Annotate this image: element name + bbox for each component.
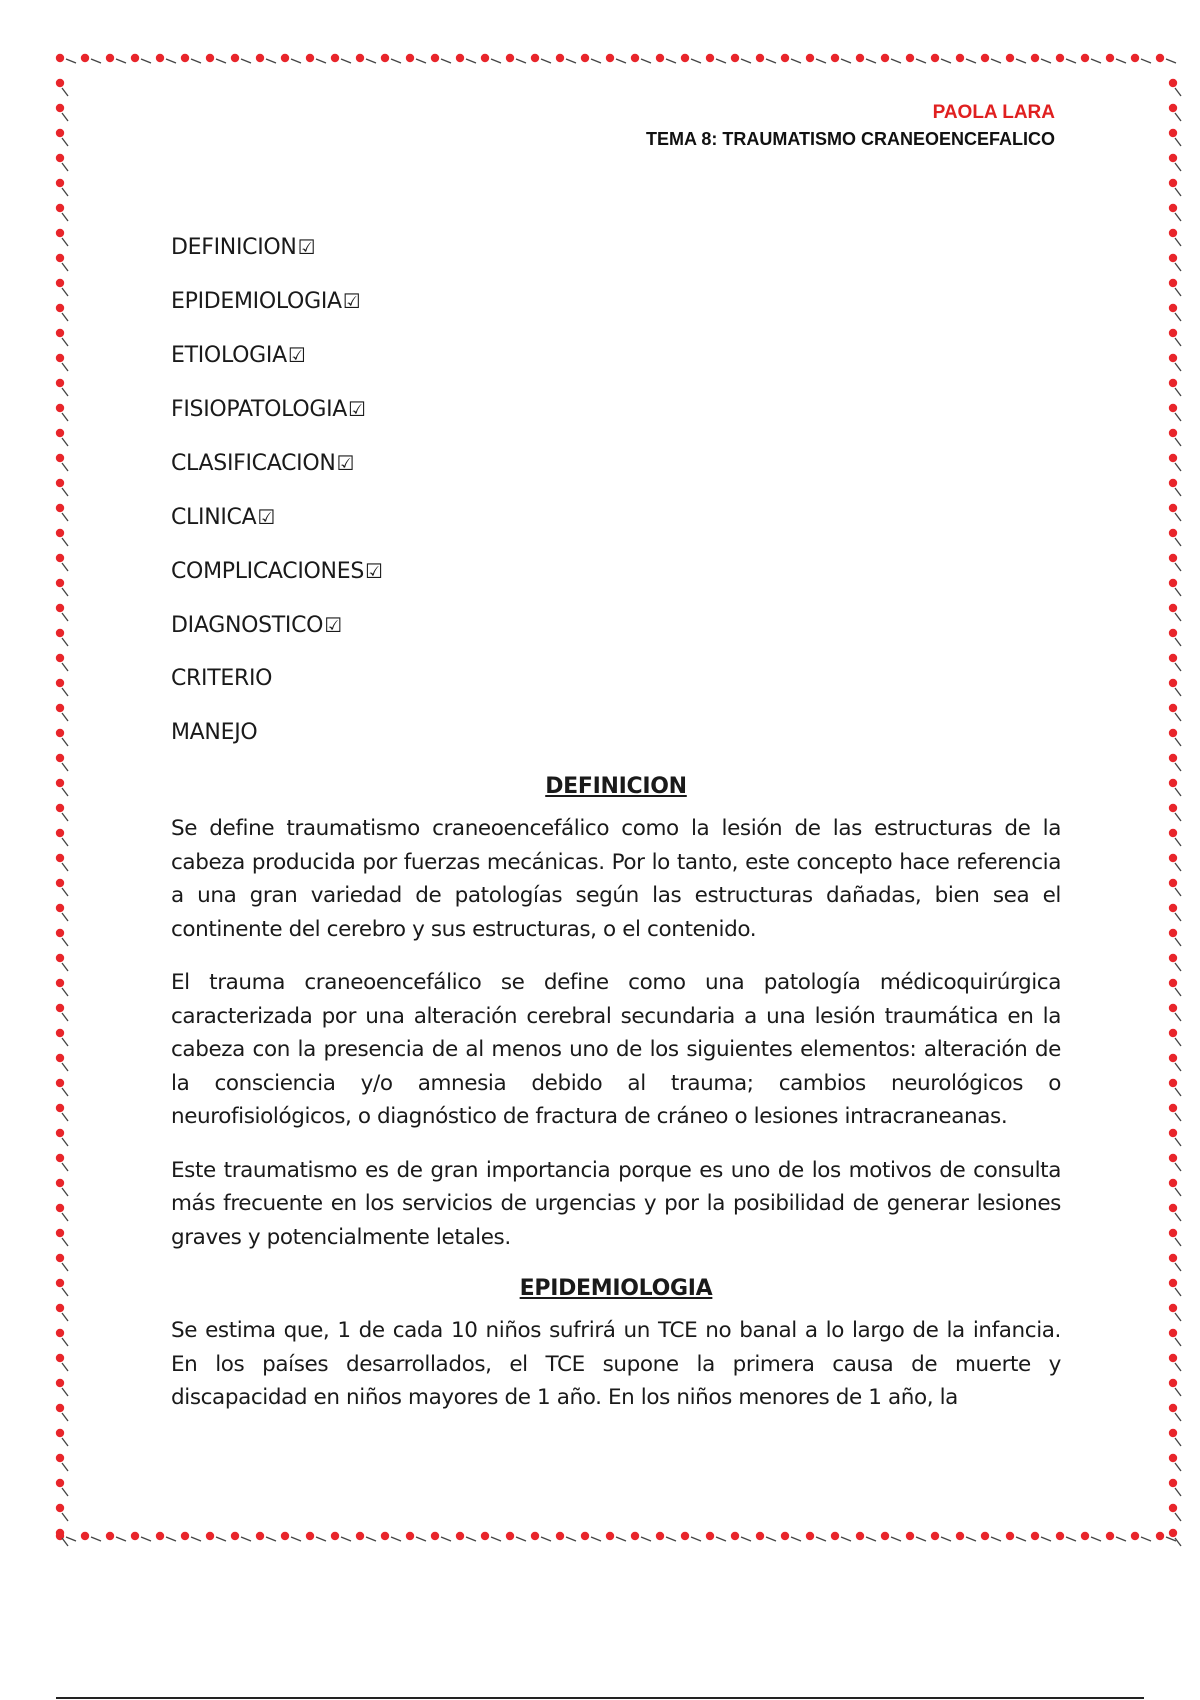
checklist-item-label: DEFINICION: [171, 235, 297, 260]
section-heading-definicion: DEFINICION: [545, 774, 687, 799]
checkbox-checked-icon: ☑: [257, 505, 276, 529]
checklist-item-label: DIAGNOSTICO: [171, 613, 324, 638]
checklist-item: [171, 718, 383, 772]
paragraph: Se define traumatismo craneoencefálico como la lesión de las estructuras de la cabeza producida por fuerzas mecánicas. Por lo tanto, este concepto hace referencia a una gran variedad de patologías según las estructuras dañadas, bien sea el continente del cerebro y sus estructuras, o el contenido.: [171, 816, 1061, 942]
checklist-item-label: CLASIFICACION: [171, 451, 336, 476]
checklist-item-label: MANEJO: [171, 720, 258, 745]
checkbox-checked-icon: ☑: [297, 235, 316, 259]
checklist-item: [171, 394, 383, 448]
paragraph: Se estima que, 1 de cada 10 niños sufrirá un TCE no banal a lo largo de la infancia. En los países desarrollados, el TCE supone la primera causa de muerte y discapacidad en niños mayores de 1 año. En los niños menores de 1 año, la: [171, 1318, 1061, 1410]
checklist-item: [171, 232, 383, 286]
checklist-item-label: COMPLICACIONES: [171, 559, 364, 584]
checklist-item: [171, 556, 383, 610]
checklist-item: [171, 448, 383, 502]
section-heading-epidemiologia: EPIDEMIOLOGIA: [519, 1276, 713, 1301]
page-header: [646, 99, 1055, 153]
checklist-item-label: CLINICA: [171, 505, 257, 530]
document-body: [171, 770, 1061, 1435]
footer-rule: [56, 1697, 1144, 1699]
checkbox-checked-icon: ☑: [287, 343, 306, 367]
checklist-item: [171, 610, 383, 664]
paragraph: El trauma craneoencefálico se define como una patología médicoquirúrgica caracterizada por una alteración cerebral secundaria a una lesión traumática en la cabeza con la presencia de al menos uno de los siguientes elementos: alteración de la consciencia y/o amnesia debido al trauma; cambios neurológicos o neurofisiológicos, o diagnóstico de fractura de cráneo o lesiones intracraneanas.: [171, 970, 1061, 1129]
topic-title: TEMA 8: TRAUMATISMO CRANEOENCEFALICO: [646, 129, 1055, 149]
checklist-item-label: ETIOLOGIA: [171, 343, 287, 368]
topic-checklist: [171, 232, 383, 772]
checkbox-checked-icon: ☑: [348, 397, 366, 421]
checkbox-checked-icon: ☑: [364, 559, 383, 583]
checklist-item: [171, 286, 383, 340]
checklist-item-label: FISIOPATOLOGIA: [171, 397, 348, 422]
author-name: PAOLA LARA: [932, 102, 1055, 123]
checklist-item-label: CRITERIO: [171, 666, 273, 691]
checkbox-checked-icon: ☑: [342, 289, 361, 313]
checklist-item: [171, 340, 383, 394]
checkbox-checked-icon: ☑: [324, 613, 342, 637]
checklist-item-label: EPIDEMIOLOGIA: [171, 289, 342, 314]
checkbox-checked-icon: ☑: [336, 451, 355, 475]
paragraph: Este traumatismo es de gran importancia porque es uno de los motivos de consulta más frecuente en los servicios de urgencias y por la posibilidad de generar lesiones graves y potencialmente letales.: [171, 1157, 1061, 1250]
checklist-item: [171, 502, 383, 556]
checklist-item: [171, 664, 383, 718]
